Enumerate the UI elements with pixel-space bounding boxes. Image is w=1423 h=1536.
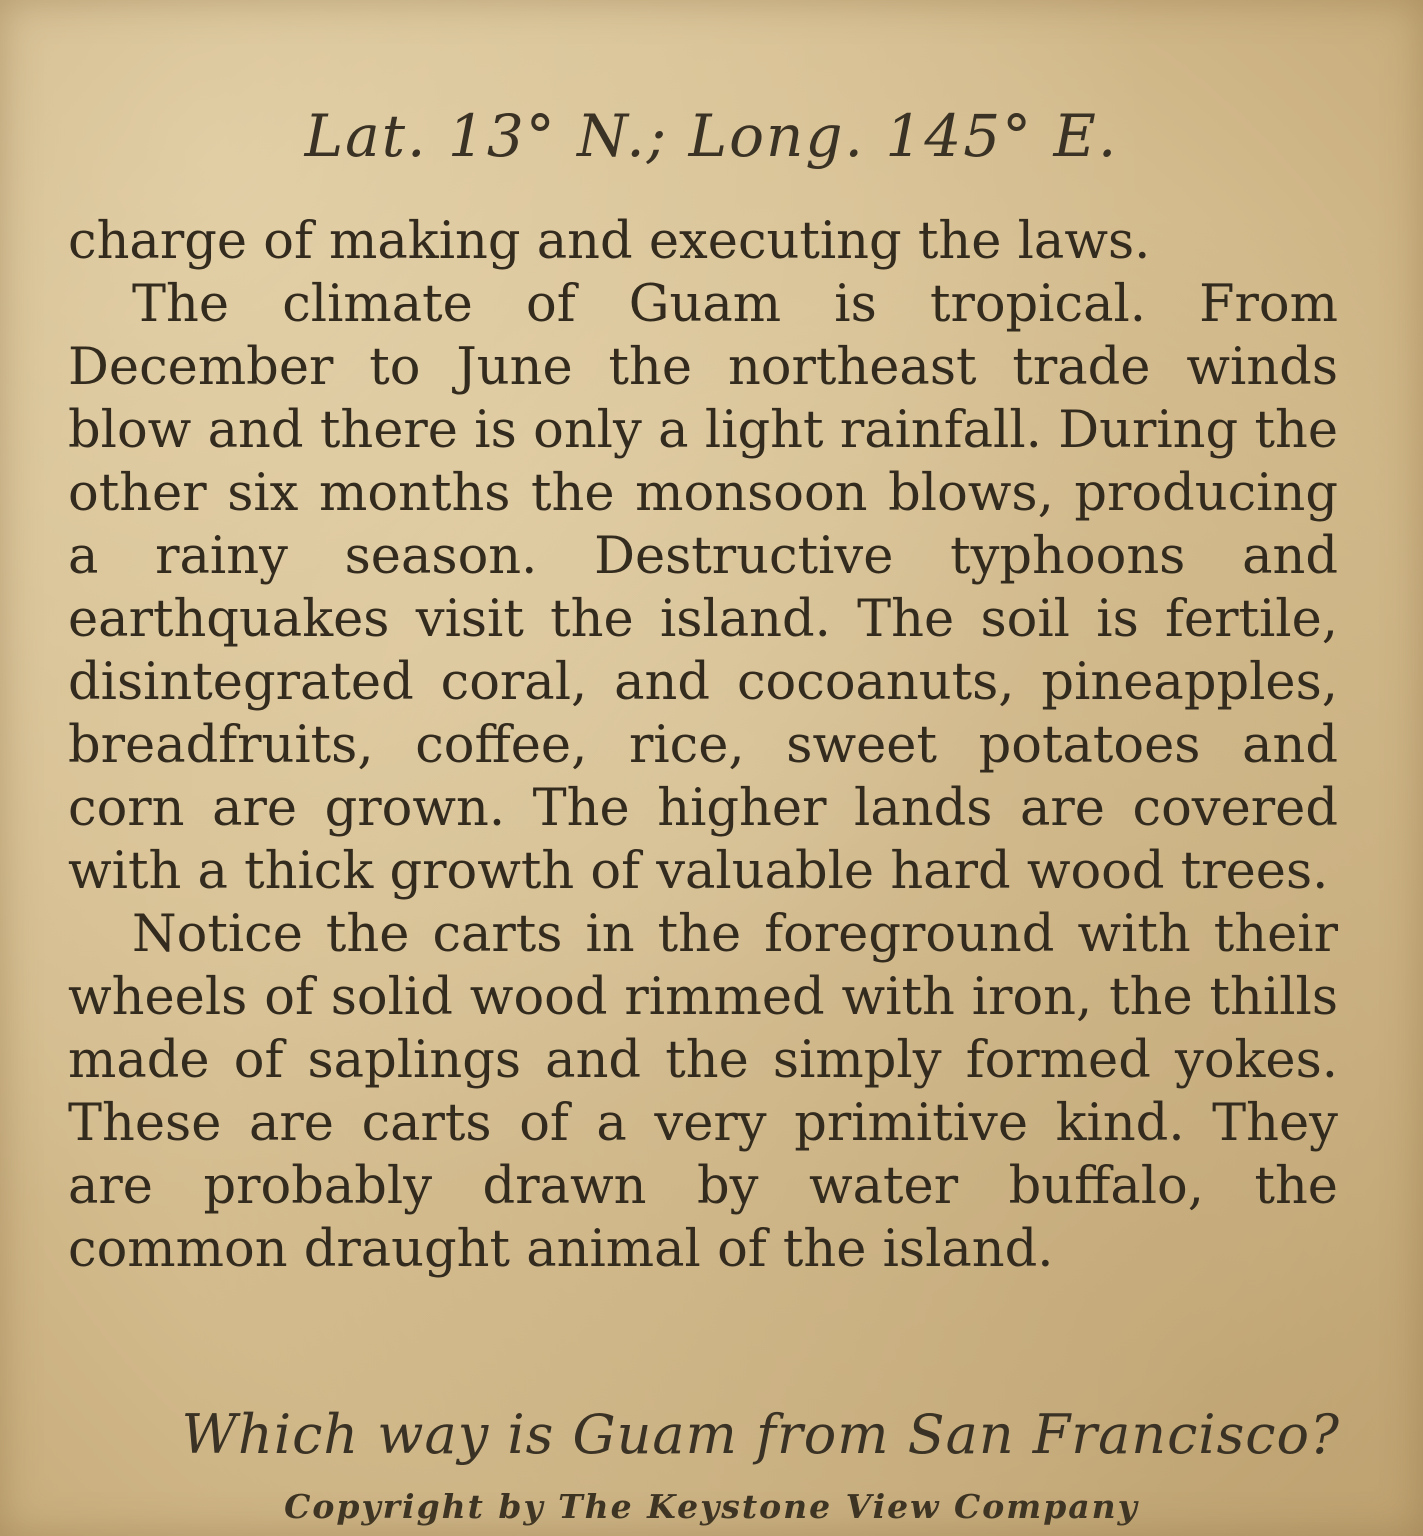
coordinates-heading: Lat. 13° N.; Long. 145° E.	[304, 102, 1119, 170]
study-question: Which way is Guam from San Francisco?	[181, 1403, 1340, 1466]
copyright-notice: Copyright by The Keystone View Company	[284, 1487, 1139, 1526]
paragraph-carts: Notice the carts in the foreground with their wheels of solid wood rimmed with iron, the thills made of saplings and the simply formed yokes. These are carts of a very primitive kind. They are probably drawn by water buffalo, the common draught animal of the island.	[68, 905, 1338, 1279]
paragraph-continuation: charge of making and executing the laws.	[68, 212, 1151, 271]
paragraph-climate: The climate of Guam is tropical. From December to June the northeast trade winds blow and there is only a light rainfall. During the other six months the monsoon blows, producing a rainy season. Destructive typhoons and earthquakes visit the island. The soil is fertile, disintegrated coral, and cocoanuts, pineapples, breadfruits, coffee, rice, sweet potatoes and corn are grown. The higher lands are covered with a thick growth of valuable hard wood trees.	[68, 275, 1338, 901]
description-body	[68, 210, 1338, 1281]
